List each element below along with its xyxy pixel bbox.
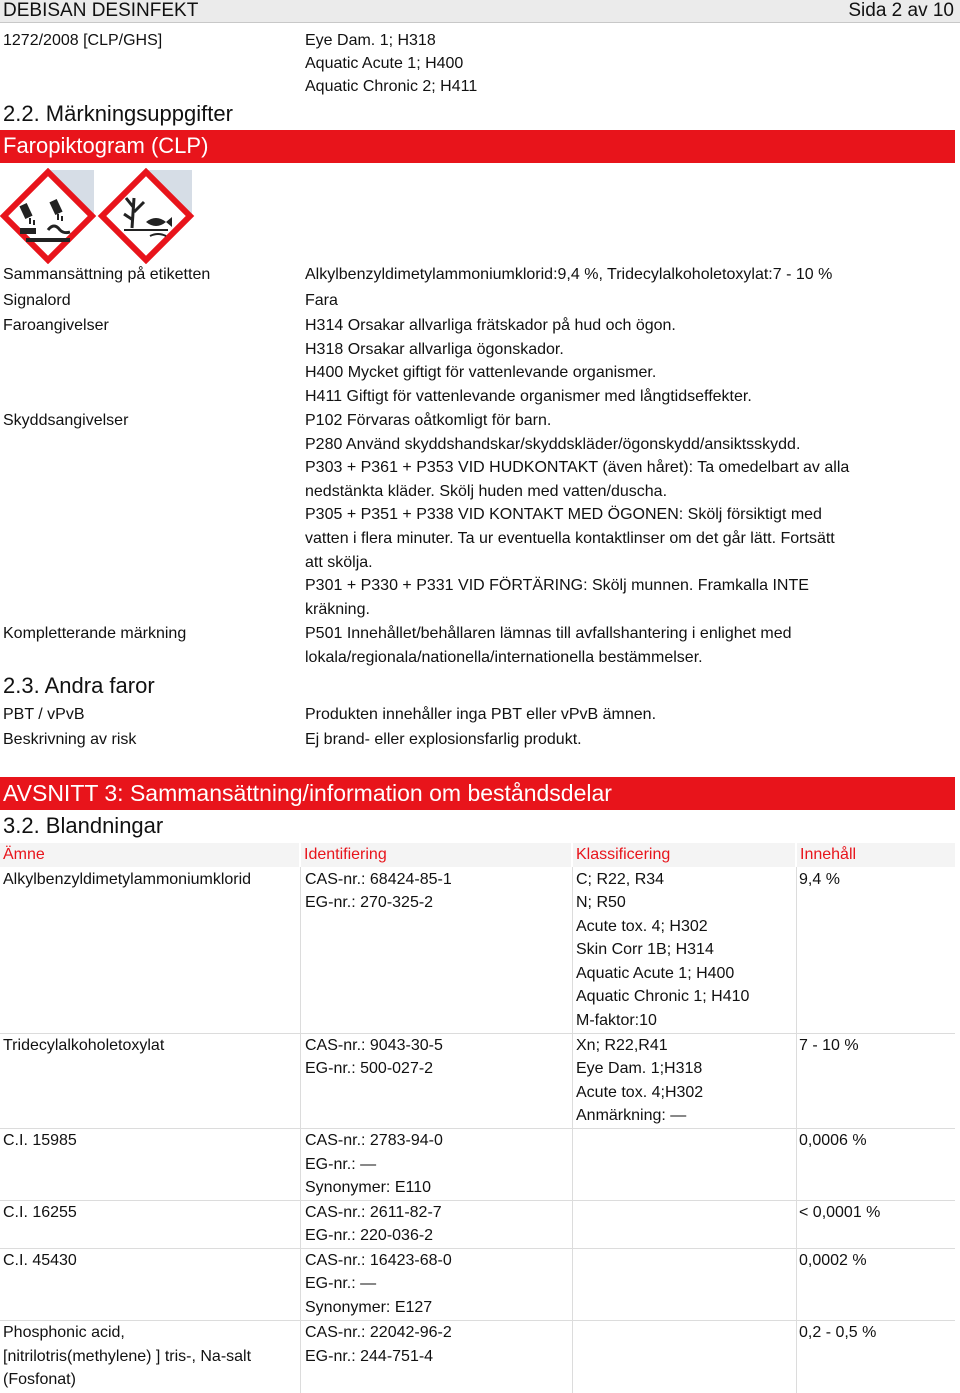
identifier: CAS-nr.: 68424-85-1 (305, 871, 452, 888)
column-divider (300, 867, 301, 1393)
section-2-3-title: 2.3. Andra faror (3, 673, 155, 698)
column-divider (796, 867, 797, 1393)
classification: Aquatic Acute 1; H400 (576, 965, 735, 982)
classification: Acute tox. 4;H302 (576, 1084, 704, 1101)
classification: Eye Dam. 1;H318 (576, 1060, 703, 1077)
section-3-title: AVSNITT 3: Sammansättning/information om beståndsdelar (3, 780, 612, 806)
page-number: Sida 2 av 10 (848, 0, 954, 21)
classification-line: Aquatic Acute 1; H400 (305, 55, 464, 72)
pbt-label: PBT / vPvB (3, 706, 85, 723)
substance-name: Phosphonic acid, (3, 1324, 125, 1341)
ghs05-corrosion-icon (0, 168, 96, 264)
precautionary-statement: P280 Använd skyddshandskar/skyddskläder/ögonskydd/ansiktsskydd. (305, 436, 801, 453)
hazard-statement: H314 Orsakar allvarliga frätskador på hud och ögon. (305, 317, 676, 334)
section-3-bar (0, 777, 955, 810)
substance-name: C.I. 45430 (3, 1252, 77, 1269)
content-value: 0,0006 % (799, 1132, 867, 1149)
column-header-label: Identifiering (304, 846, 387, 863)
supplementary-statement: lokala/regionala/nationella/internationella bestämmelser. (305, 649, 703, 666)
precautionary-statement: nedstänkta kläder. Skölj huden med vatten/duscha. (305, 483, 668, 500)
column-header-identification (301, 843, 571, 867)
identifier: Synonymer: E127 (305, 1299, 433, 1316)
identifier: CAS-nr.: 22042-96-2 (305, 1324, 452, 1341)
hazard-statements-label: Faroangivelser (3, 317, 109, 334)
precautionary-statements-label: Skyddsangivelser (3, 412, 129, 429)
identifier: EG-nr.: — (305, 1275, 377, 1292)
identifier: EG-nr.: 220-036-2 (305, 1227, 434, 1244)
classification: Anmärkning: — (576, 1107, 687, 1124)
precautionary-statement: kräkning. (305, 601, 370, 618)
substance-name: (Fosfonat) (3, 1371, 76, 1388)
column-header-classification (573, 843, 795, 867)
identifier: EG-nr.: 270-325-2 (305, 894, 434, 911)
classification: Skin Corr 1B; H314 (576, 941, 714, 958)
identifier: Synonymer: E110 (305, 1179, 431, 1196)
signal-word-label: Signalord (3, 292, 71, 309)
column-header-substance (0, 843, 299, 867)
precautionary-statement: P303 + P361 + P353 VID HUDKONTAKT (även håret): Ta omedelbart av alla (305, 459, 850, 476)
regulation-label: 1272/2008 [CLP/GHS] (3, 32, 163, 49)
risk-description-label: Beskrivning av risk (3, 731, 137, 748)
identifier: EG-nr.: — (305, 1156, 377, 1173)
classification: Aquatic Chronic 1; H410 (576, 988, 750, 1005)
classification: C; R22, R34 (576, 871, 665, 888)
identifier: CAS-nr.: 9043-30-5 (305, 1037, 443, 1054)
supplementary-label: Kompletterande märkning (3, 625, 187, 642)
column-header-content (797, 843, 955, 867)
supplementary-statement: P501 Innehållet/behållaren lämnas till avfallshantering i enlighet med (305, 625, 792, 642)
precautionary-statement: vatten i flera minuter. Ta ur eventuella kontaktlinser om det går lätt. Fortsätt (305, 530, 835, 547)
substance-name: C.I. 15985 (3, 1132, 77, 1149)
classification-line: Eye Dam. 1; H318 (305, 32, 436, 49)
classification: M-faktor:10 (576, 1012, 657, 1029)
identifier: CAS-nr.: 2783-94-0 (305, 1132, 443, 1149)
column-header-label: Klassificering (576, 846, 671, 863)
column-header-label: Innehåll (800, 846, 857, 863)
content-value: 7 - 10 % (799, 1037, 859, 1054)
pictogram-section-bar (0, 130, 955, 163)
substance-name: Alkylbenzyldimetylammoniumklorid (3, 871, 252, 888)
risk-description-value: Ej brand- eller explosionsfarlig produkt. (305, 731, 582, 748)
classification: Xn; R22,R41 (576, 1037, 668, 1054)
classification: N; R50 (576, 894, 626, 911)
content-value: < 0,0001 % (799, 1204, 881, 1221)
section-2-2-title: 2.2. Märkningsuppgifter (3, 101, 233, 126)
substance-name: C.I. 16255 (3, 1204, 77, 1221)
content-value: 0,2 - 0,5 % (799, 1324, 877, 1341)
section-3-2-title: 3.2. Blandningar (3, 813, 164, 838)
identifier: EG-nr.: 500-027-2 (305, 1060, 434, 1077)
pbt-value: Produkten innehåller inga PBT eller vPvB ämnen. (305, 706, 657, 723)
identifier: CAS-nr.: 16423-68-0 (305, 1252, 452, 1269)
content-value: 0,0002 % (799, 1252, 867, 1269)
precautionary-statement: att skölja. (305, 554, 373, 571)
signal-word-value: Fara (305, 292, 338, 309)
content-value: 9,4 % (799, 871, 840, 888)
composition-label: Sammansättning på etiketten (3, 266, 211, 283)
identifier: EG-nr.: 244-751-4 (305, 1348, 434, 1365)
classification-line: Aquatic Chronic 2; H411 (305, 78, 478, 95)
precautionary-statement: P301 + P330 + P331 VID FÖRTÄRING: Skölj munnen. Framkalla INTE (305, 577, 809, 594)
precautionary-statement: P305 + P351 + P338 VID KONTAKT MED ÖGONEN: Skölj försiktigt med (305, 506, 822, 523)
document-title: DEBISAN DESINFEKT (3, 0, 199, 21)
substance-name: Tridecylalkoholetoxylat (3, 1037, 165, 1054)
composition-value: Alkylbenzyldimetylammoniumklorid:9,4 %, Tridecylalkoholetoxylat:7 - 10 % (305, 266, 833, 283)
identifier: CAS-nr.: 2611-82-7 (305, 1204, 442, 1221)
substance-name: [nitrilotris(methylene) ] tris-, Na-salt (3, 1348, 252, 1365)
precautionary-statement: P102 Förvaras oåtkomligt för barn. (305, 412, 552, 429)
hazard-statement: H411 Giftigt för vattenlevande organismer med långtidseffekter. (305, 388, 752, 405)
column-divider (572, 867, 573, 1393)
pictogram-section-label: Faropiktogram (CLP) (3, 133, 209, 158)
column-header-label: Ämne (3, 846, 45, 863)
classification: Acute tox. 4; H302 (576, 918, 708, 935)
hazard-statement: H400 Mycket giftigt för vattenlevande organismer. (305, 364, 657, 381)
ghs09-environment-icon (96, 168, 196, 264)
hazard-statement: H318 Orsakar allvarliga ögonskador. (305, 341, 564, 358)
